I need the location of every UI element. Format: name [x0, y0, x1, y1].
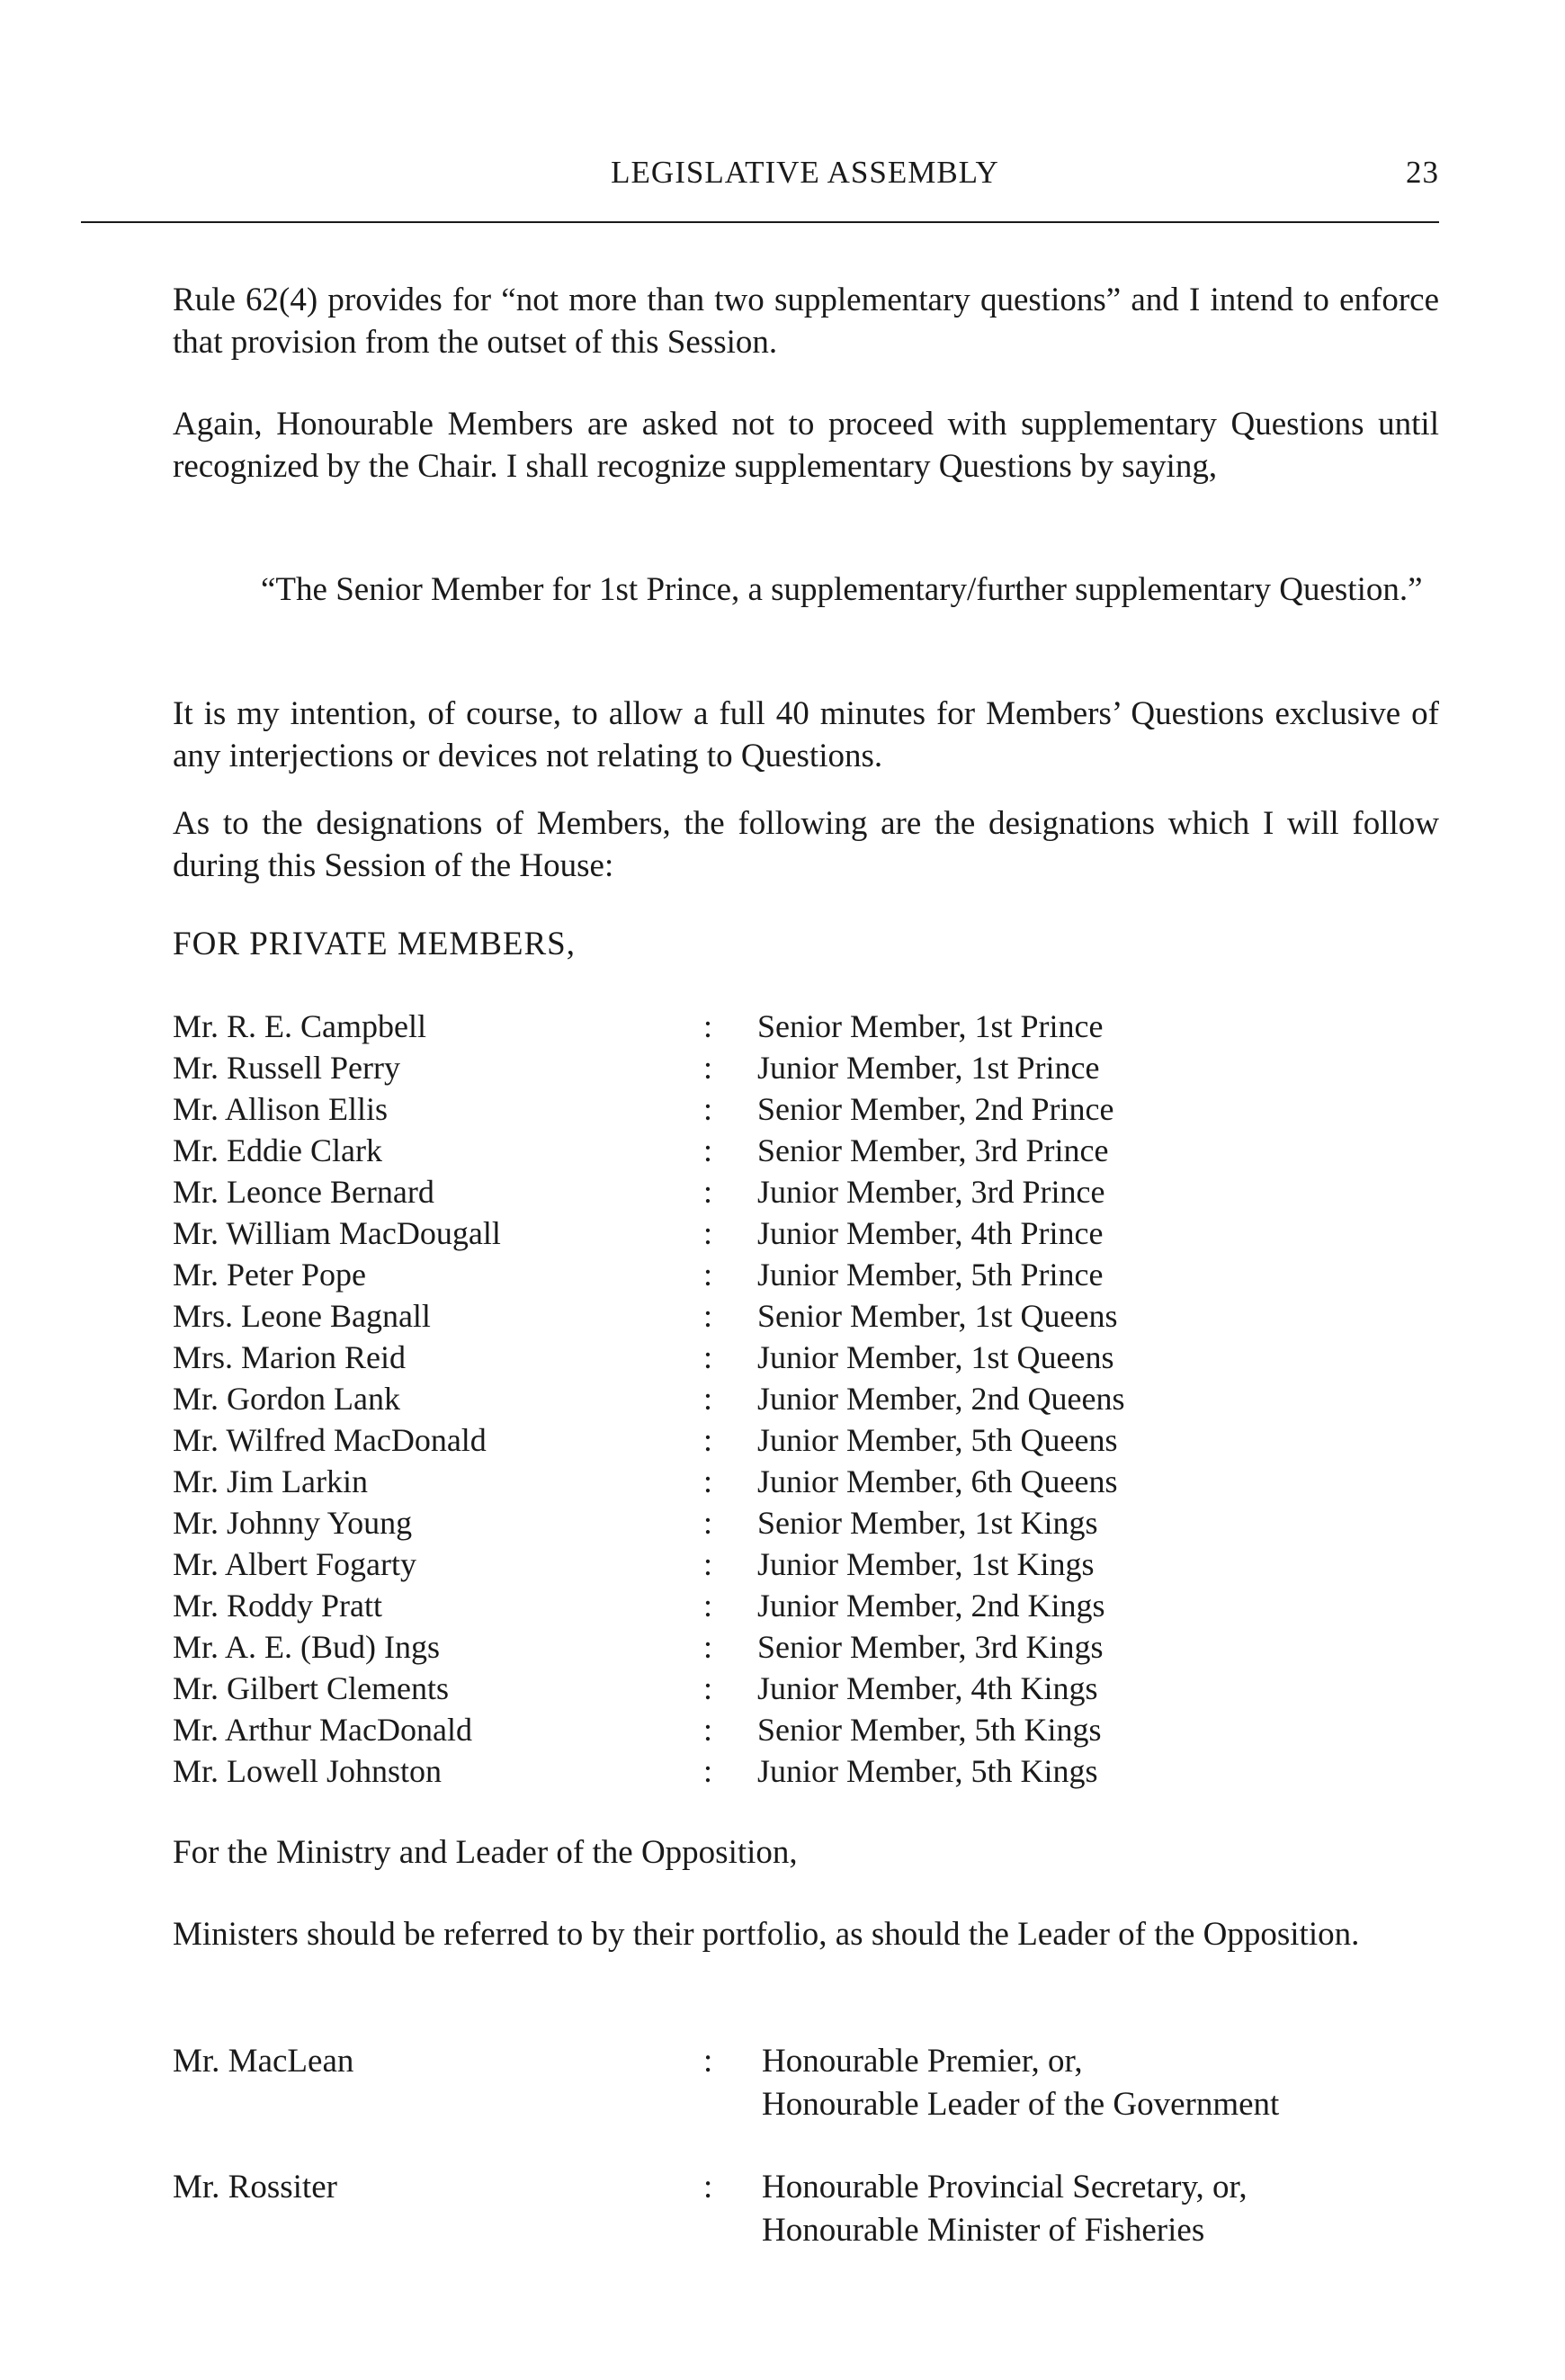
- member-designation: Senior Member, 2nd Prince: [757, 1091, 1114, 1127]
- member-name: Mrs. Marion Reid: [173, 1339, 406, 1375]
- member-name: Mr. Russell Perry: [173, 1050, 401, 1086]
- member-designation: Junior Member, 5th Kings: [757, 1753, 1098, 1789]
- member-name: Mr. Lowell Johnston: [173, 1753, 443, 1789]
- quoted-recognition: “The Senior Member for 1st Prince, a supplementary/further supplementary Question.”: [261, 571, 1423, 608]
- minister-entry: [173, 2040, 1439, 2130]
- member-name: Mrs. Leone Bagnall: [173, 1298, 431, 1334]
- separator: :: [703, 1008, 713, 1044]
- member-designation: Junior Member, 3rd Prince: [757, 1174, 1105, 1210]
- member-name: Mr. Gordon Lank: [173, 1381, 400, 1417]
- separator: :: [703, 1339, 713, 1375]
- member-name: Mr. Gilbert Clements: [173, 1670, 449, 1706]
- list-item: [173, 1502, 1439, 1543]
- member-name: Mr. Allison Ellis: [173, 1091, 389, 1127]
- separator: :: [703, 1629, 713, 1665]
- designation-line: Honourable Provincial Secretary, or,: [762, 2169, 1248, 2206]
- ministry-heading: For the Ministry and Leader of the Opposition,: [173, 1834, 798, 1871]
- list-item: [173, 1709, 1439, 1750]
- member-name: Mr. R. E. Campbell: [173, 1008, 426, 1044]
- minister-name: Mr. Rossiter: [173, 2169, 337, 2206]
- minister-designation: [762, 2166, 1248, 2252]
- list-item: [173, 1088, 1439, 1130]
- member-name: Mr. Arthur MacDonald: [173, 1712, 472, 1748]
- header-rule: [81, 221, 1439, 223]
- member-designation: Junior Member, 4th Kings: [757, 1670, 1098, 1706]
- paragraph-intention: It is my intention, of course, to allow a full 40 minutes for Members’ Questions exclusive of any interjections or devices not relating to Questions.: [173, 695, 1439, 774]
- separator: :: [703, 1050, 713, 1086]
- separator: :: [703, 1174, 713, 1210]
- list-item: [173, 1337, 1439, 1378]
- member-designation: Junior Member, 2nd Queens: [757, 1381, 1125, 1417]
- member-designation: Junior Member, 5th Prince: [757, 1257, 1104, 1293]
- designation-line: Honourable Premier, or,: [762, 2043, 1083, 2080]
- member-designation: Senior Member, 1st Prince: [757, 1008, 1104, 1044]
- separator: :: [703, 1670, 713, 1706]
- page-number: 23: [1406, 155, 1439, 190]
- separator: :: [703, 1546, 713, 1582]
- list-item: [173, 1047, 1439, 1088]
- list-item: [173, 1171, 1439, 1212]
- member-name: Mr. Peter Pope: [173, 1257, 366, 1293]
- member-designation: Junior Member, 5th Queens: [757, 1422, 1118, 1458]
- member-name: Mr. Roddy Pratt: [173, 1588, 383, 1624]
- member-name: Mr. Johnny Young: [173, 1505, 413, 1541]
- member-designation: Junior Member, 1st Prince: [757, 1050, 1100, 1086]
- member-name: Mr. Leonce Bernard: [173, 1174, 434, 1210]
- member-name: Mr. Eddie Clark: [173, 1132, 382, 1168]
- list-item: [173, 1419, 1439, 1461]
- private-members-heading: FOR PRIVATE MEMBERS,: [173, 926, 577, 962]
- paragraph-supplementary: Again, Honourable Members are asked not to proceed with supplementary Questions until recognized by the Chair. I shall recognize supplementary Questions by saying,: [173, 406, 1439, 485]
- separator: :: [703, 1091, 713, 1127]
- list-item: [173, 1668, 1439, 1709]
- member-name: Mr. Albert Fogarty: [173, 1546, 416, 1582]
- separator: :: [703, 1132, 713, 1168]
- member-designation: Junior Member, 4th Prince: [757, 1215, 1104, 1251]
- member-designation: Senior Member, 5th Kings: [757, 1712, 1102, 1748]
- separator: :: [703, 1215, 713, 1251]
- list-item: [173, 1295, 1439, 1337]
- list-item: [173, 1378, 1439, 1419]
- member-designation: Senior Member, 1st Kings: [757, 1505, 1098, 1541]
- member-designation: Senior Member, 3rd Prince: [757, 1132, 1109, 1168]
- separator: :: [703, 1463, 713, 1499]
- paragraph-portfolio: Ministers should be referred to by their portfolio, as should the Leader of the Opposition.: [173, 1916, 1360, 1953]
- member-designation: Junior Member, 2nd Kings: [757, 1588, 1105, 1624]
- member-name: Mr. A. E. (Bud) Ings: [173, 1629, 440, 1665]
- member-designation: Senior Member, 1st Queens: [757, 1298, 1118, 1334]
- list-item: [173, 1543, 1439, 1585]
- list-item: [173, 1461, 1439, 1502]
- separator: :: [703, 1257, 713, 1293]
- separator: :: [703, 1298, 713, 1334]
- member-name: Mr. William MacDougall: [173, 1215, 501, 1251]
- separator: :: [703, 1505, 713, 1541]
- list-item: [173, 1626, 1439, 1668]
- designation-line: Honourable Minister of Fisheries: [762, 2212, 1205, 2249]
- minister-name: Mr. MacLean: [173, 2043, 354, 2080]
- member-designation: Junior Member, 1st Queens: [757, 1339, 1114, 1375]
- private-members-list: [173, 1006, 1439, 1792]
- separator: :: [703, 1712, 713, 1748]
- running-title: LEGISLATIVE ASSEMBLY: [611, 155, 999, 190]
- separator: :: [703, 1588, 713, 1624]
- separator: :: [703, 1381, 713, 1417]
- list-item: [173, 1254, 1439, 1295]
- separator: :: [703, 1753, 713, 1789]
- member-designation: Junior Member, 6th Queens: [757, 1463, 1118, 1499]
- paragraph-designations: As to the designations of Members, the following are the designations which I will follow during this Session of the House:: [173, 805, 1439, 884]
- minister-entry: [173, 2166, 1439, 2256]
- member-designation: Senior Member, 3rd Kings: [757, 1629, 1104, 1665]
- separator: :: [703, 2043, 713, 2080]
- paragraph-rule-62: Rule 62(4) provides for “not more than two supplementary questions” and I intend to enforce that provision from the outset of this Session.: [173, 282, 1439, 361]
- member-designation: Junior Member, 1st Kings: [757, 1546, 1095, 1582]
- list-item: [173, 1212, 1439, 1254]
- minister-designation: [762, 2040, 1279, 2126]
- page-header: [171, 155, 1439, 200]
- list-item: [173, 1585, 1439, 1626]
- designation-line: Honourable Leader of the Government: [762, 2086, 1280, 2123]
- list-item: [173, 1130, 1439, 1171]
- separator: :: [703, 1422, 713, 1458]
- member-name: Mr. Wilfred MacDonald: [173, 1422, 487, 1458]
- list-item: [173, 1750, 1439, 1792]
- list-item: [173, 1006, 1439, 1047]
- separator: :: [703, 2169, 713, 2206]
- member-name: Mr. Jim Larkin: [173, 1463, 368, 1499]
